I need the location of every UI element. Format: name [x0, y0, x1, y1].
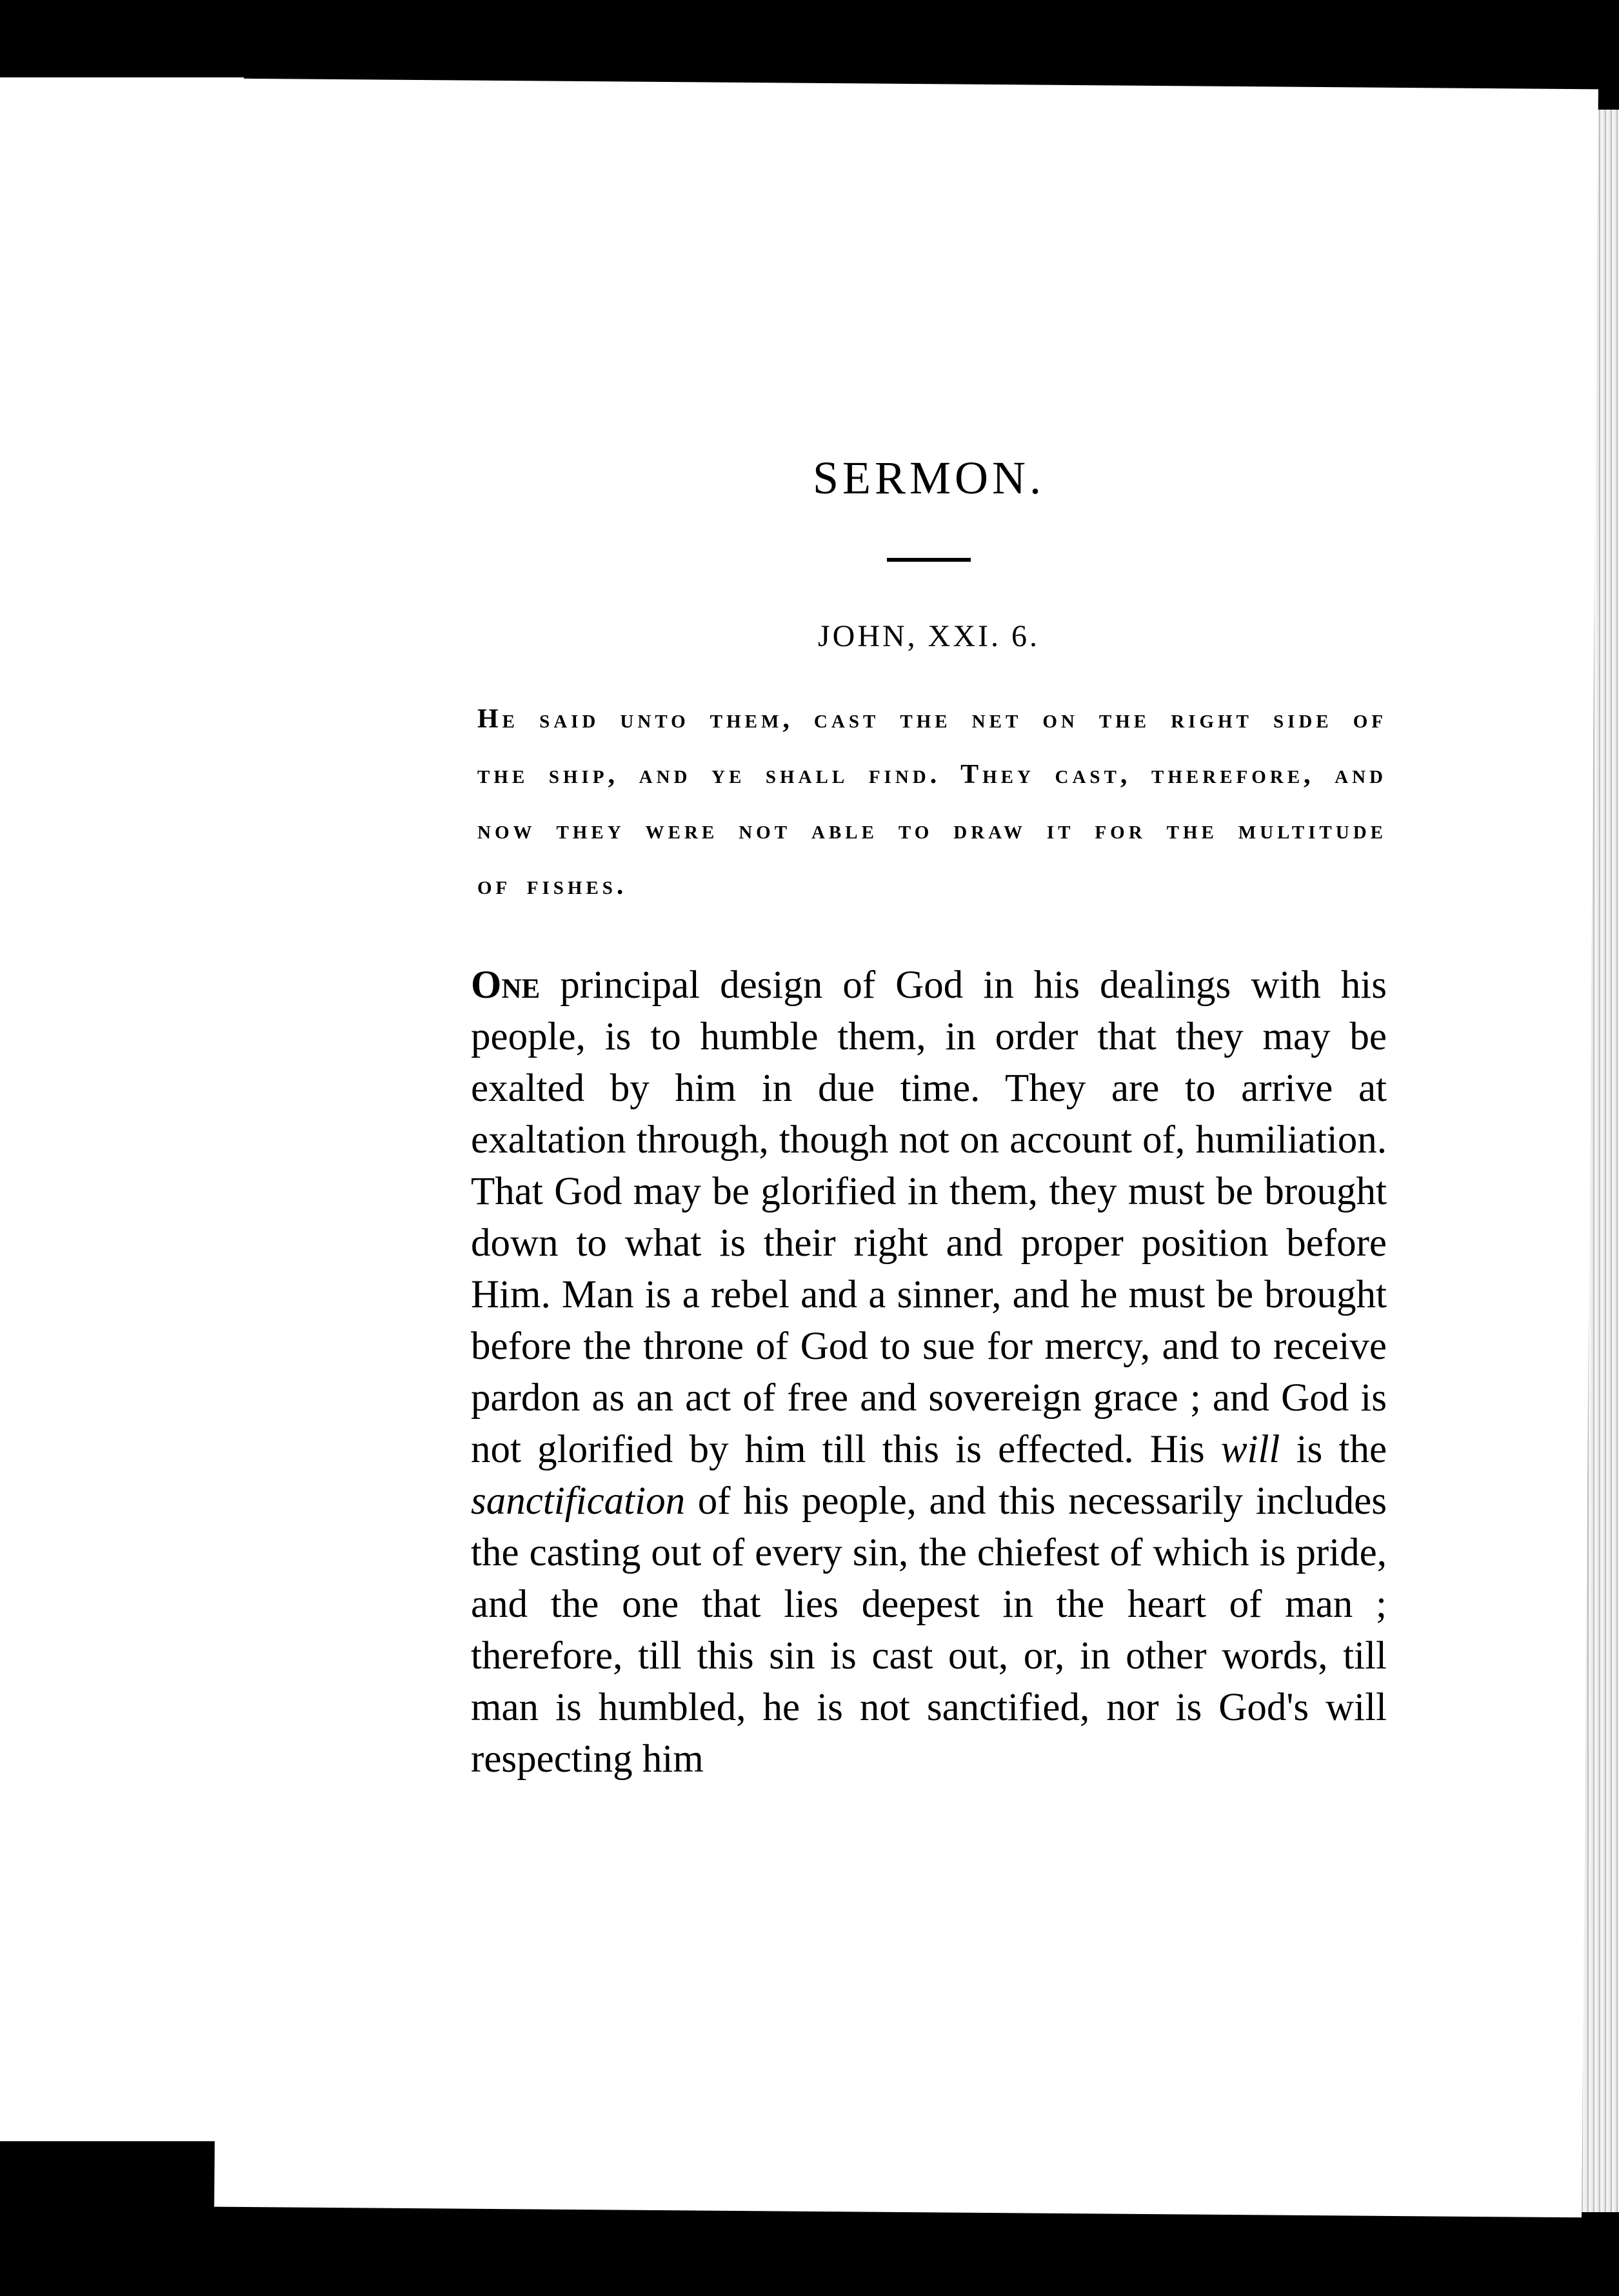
body-text-part-3: of his people, and this necessarily includes the casting out of every sin, the chiefest of which is pride, and the one that lies deepest in the heart of man ; therefore, till this sin is cast out, or, in other words, till man is humbled, he is not sanctified, nor is God's will respecting him — [471, 1480, 1387, 1781]
body-text-part-1: principal design of God in his dealings with his people, is to humble them, in order that they may be exalted by him in due time. They are to arrive at exaltation through, though not on account of, humiliation. That God may be glorified in them, they must be brought down to what is their right and proper position before Him. Man is a rebel and a sinner, and he must be brought before the throne of God to sue for mercy, and to receive pardon as an act of free and sovereign grace ; and God is not glorified by him till this is effected. His — [471, 964, 1387, 1471]
page-content — [458, 451, 1387, 1785]
italic-will: will — [1220, 1428, 1280, 1471]
page-title: SERMON. — [812, 452, 1046, 504]
italic-sanctification: sanctification — [471, 1480, 686, 1523]
opening-word: One — [471, 964, 541, 1007]
left-facing-page — [0, 77, 232, 2141]
scripture-reference: JOHN, XXI. 6. — [818, 619, 1040, 653]
body-text-part-2: is the — [1296, 1428, 1387, 1471]
body-paragraph — [471, 960, 1387, 1785]
title-rule — [887, 558, 971, 562]
scripture-quote: He said unto them, cast the net on the right side of the ship, and ye shall find. They cast, therefore, and now they were not able to draw it for the multitude of fishes. — [477, 704, 1387, 900]
